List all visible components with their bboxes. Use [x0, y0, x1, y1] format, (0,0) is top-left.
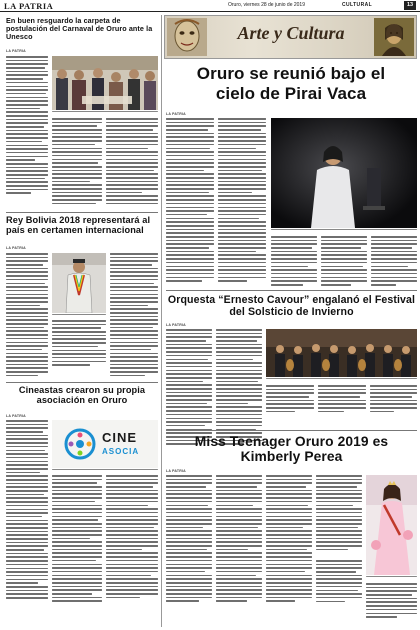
cineastas-byline: LA PATRIA — [6, 414, 26, 418]
orquesta-text-col4 — [318, 385, 366, 415]
oruro-text-col1 — [166, 118, 214, 284]
orquesta-text-col3 — [266, 385, 314, 415]
rey-bolivia-text-col2 — [52, 320, 106, 368]
divider-left-1 — [6, 212, 158, 213]
cineastas-caption — [52, 469, 158, 472]
cineastas-text-col3 — [106, 475, 158, 600]
cineastas-text-col2 — [52, 475, 102, 604]
oruro-text-col4 — [321, 236, 367, 288]
divider-left-2 — [6, 382, 158, 383]
orquesta-byline: LA PATRIA — [166, 323, 186, 327]
oruro-text-col2 — [218, 118, 266, 284]
miss-teenager-caption — [366, 576, 417, 579]
orquesta-headline: Orquesta “Ernesto Cavour” engalanó el Festival del Solsticio de Invierno — [167, 294, 416, 319]
cineastas-text-col1 — [6, 420, 48, 601]
page-number: 13 — [404, 1, 416, 10]
rey-bolivia-photo — [52, 253, 106, 313]
cine-logo-text: CINE — [102, 430, 138, 445]
oruro-headline: Oruro se reunió bajo el cielo de Pirai Vaca — [196, 64, 386, 103]
carnaval-text-col1 — [6, 56, 48, 196]
mask-art-icon — [167, 18, 207, 56]
orquesta-caption — [266, 378, 417, 381]
mona-lisa-art-icon — [374, 18, 414, 56]
divider-right-1 — [166, 290, 417, 291]
oruro-byline: LA PATRIA — [166, 112, 186, 116]
rey-bolivia-text-col3 — [110, 253, 158, 378]
miss-teenager-text-col4 — [316, 475, 362, 552]
pirai-vaca-caption — [271, 229, 417, 232]
cine-logo-subtext: ASOCIA — [102, 447, 140, 456]
newspaper-logo: LA PATRIA — [4, 1, 54, 11]
carnaval-text-col2 — [52, 118, 102, 207]
miss-teenager-text-col3 — [266, 475, 312, 604]
miss-teenager-photo — [366, 475, 417, 575]
cineastas-headline: Cineastas crearon su propia asociación en Oruro — [18, 385, 146, 405]
carnaval-text-col3 — [106, 118, 158, 207]
column-divider — [161, 15, 162, 627]
miss-teenager-byline: LA PATRIA — [166, 469, 186, 473]
carnaval-headline: En buen resguardo la carpeta de postulación del Carnaval de Oruro ante la Unesco — [6, 16, 153, 41]
section-label: CULTURAL — [342, 2, 373, 8]
rey-bolivia-headline: Rey Bolivia 2018 representará al país en certamen internacional — [6, 215, 151, 235]
masthead — [0, 0, 420, 12]
miss-teenager-text-col5 — [316, 560, 362, 604]
rey-bolivia-caption — [52, 314, 106, 317]
carnaval-photo — [52, 56, 158, 110]
orquesta-photo — [266, 329, 417, 377]
piraí-vaca-photo — [271, 118, 417, 228]
carnaval-caption — [52, 111, 158, 114]
miss-teenager-text-col2 — [216, 475, 262, 604]
rey-bolivia-byline: LA PATRIA — [6, 246, 26, 250]
miss-teenager-headline: Miss Teenager Oruro 2019 es Kimberly Perea — [194, 434, 389, 465]
orquesta-text-col5 — [370, 385, 417, 415]
oruro-text-col3 — [271, 236, 317, 288]
section-banner — [164, 15, 417, 59]
issue-date: Oruro, viernes 28 de junio de 2019 — [228, 2, 305, 8]
oruro-text-col5 — [371, 236, 417, 288]
miss-teenager-text-col6 — [366, 583, 417, 620]
rey-bolivia-text-col1 — [6, 253, 48, 378]
divider-right-2 — [166, 430, 417, 431]
cineastas-logo-image — [52, 420, 158, 468]
banner-title: Arte y Cultura — [237, 23, 345, 43]
miss-teenager-text-col1 — [166, 475, 212, 604]
carnaval-byline: LA PATRIA — [6, 49, 26, 53]
